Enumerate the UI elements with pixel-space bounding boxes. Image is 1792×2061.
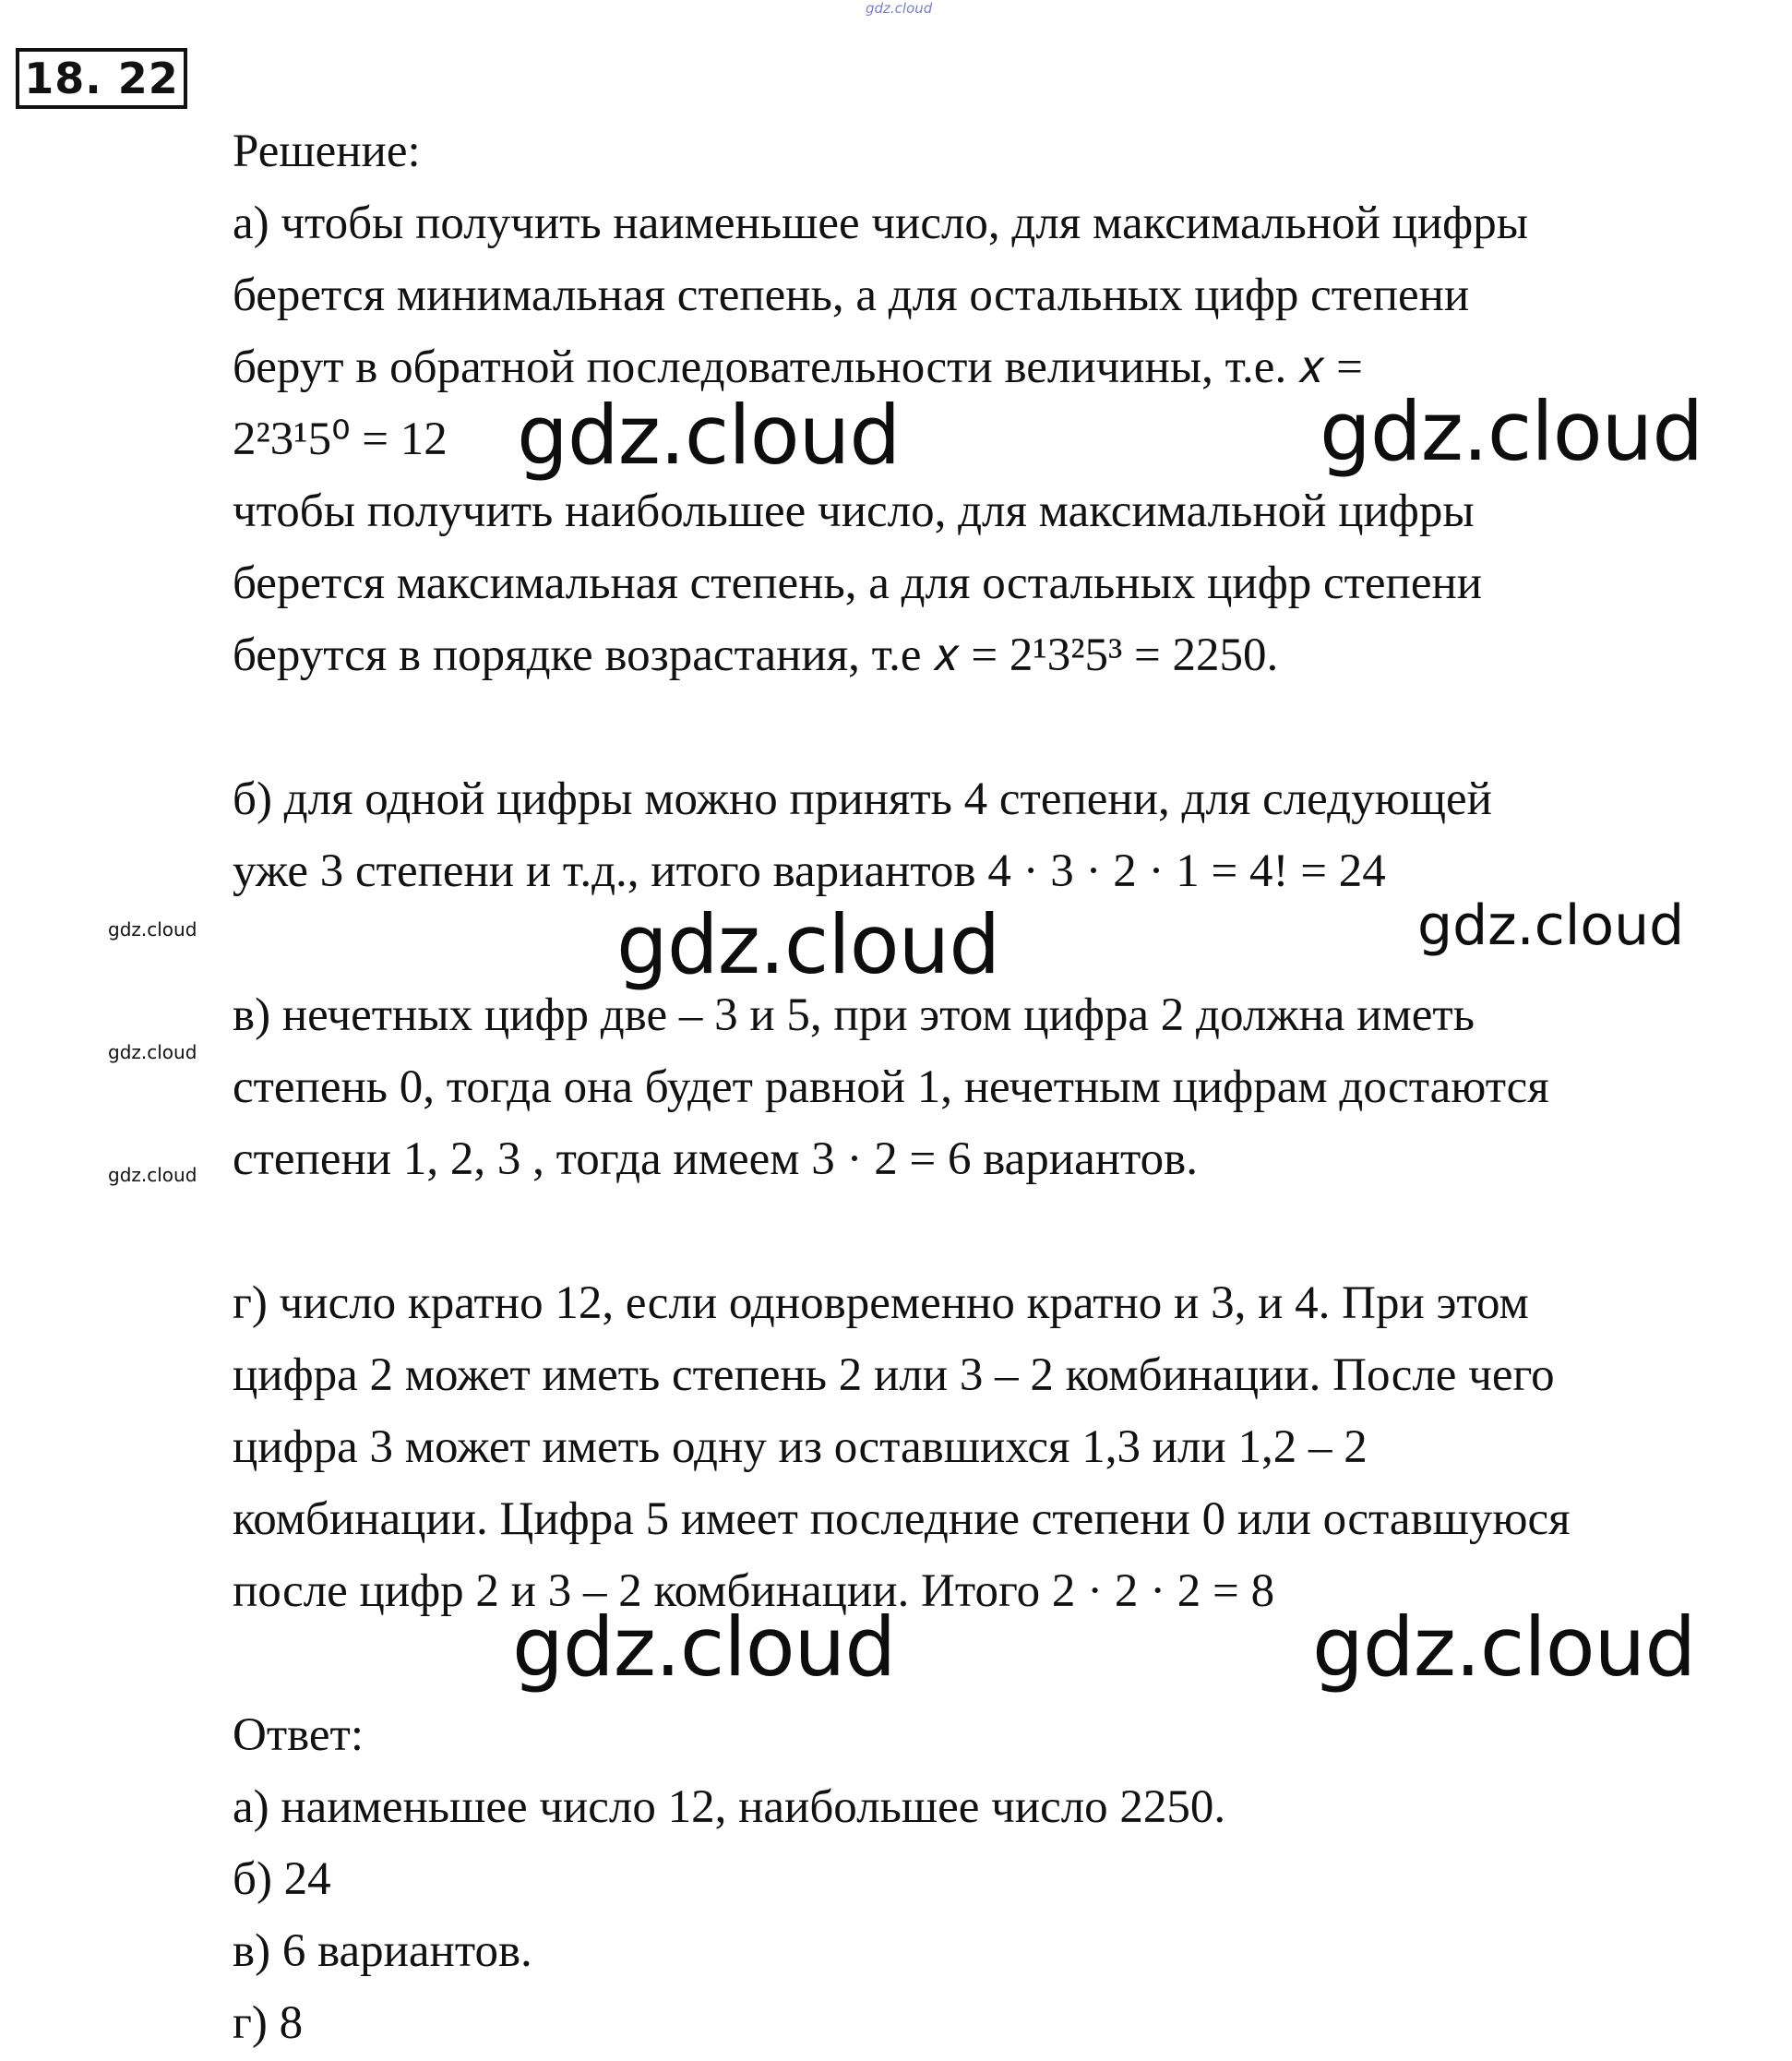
part-b-line: уже 3 степени и т.д., итого вариантов 4 · 3 · 2 · 1 = 4! = 24 [233,845,1386,897]
part-g-line: г) число кратно 12, если одновременно кратно и 3, и 4. При этом [233,1277,1529,1329]
problem-number: 18. 22 [16,48,187,109]
part-a-line: а) чтобы получить наименьшее число, для максимальной цифры [233,198,1528,249]
answer-item: а) наименьшее число 12, наибольшее число 2250. [233,1781,1226,1833]
watermark: gdz.cloud [108,1164,197,1186]
part-a-line: берутся в порядке возрастания, т.е 𝑥 = 2¹3²5³ = 2250. [233,629,1279,681]
top-watermark: gdz.cloud [866,0,933,17]
part-g-line: комбинации. Цифра 5 имеет последние степени 0 или оставшуюся [233,1493,1571,1545]
part-v-line: степень 0, тогда она будет равной 1, нечетным цифрам достаются [233,1061,1549,1113]
part-g-line: после цифр 2 и 3 – 2 комбинации. Итого 2 · 2 · 2 = 8 [233,1565,1275,1617]
answer-item: г) 8 [233,1997,304,2049]
part-a-formula: 2²3¹5⁰ = 12 [233,413,448,465]
part-g-line: цифра 3 может иметь одну из оставшихся 1,3 или 1,2 – 2 [233,1421,1368,1473]
watermark: gdz.cloud [616,897,1000,992]
part-g-line: цифра 2 может иметь степень 2 или 3 – 2 комбинации. После чего [233,1349,1555,1401]
watermark: gdz.cloud [512,1600,896,1695]
answer-heading: Ответ: [233,1709,364,1761]
watermark: gdz.cloud [1417,893,1685,958]
watermark: gdz.cloud [1312,1600,1696,1695]
part-a-line: чтобы получить наибольшее число, для максимальной цифры [233,485,1475,537]
watermark: gdz.cloud [108,918,197,941]
part-a-line: берут в обратной последовательности величины, т.е. 𝑥 = [233,342,1363,393]
watermark: gdz.cloud [1320,384,1703,479]
part-a-line: берется минимальная степень, а для остальных цифр степени [233,270,1470,321]
solution-heading: Решение: [233,126,421,177]
answer-item: в) 6 вариантов. [233,1925,532,1977]
part-b-line: б) для одной цифры можно принять 4 степени, для следующей [233,773,1492,825]
part-v-line: в) нечетных цифр две – 3 и 5, при этом цифра 2 должна иметь [233,989,1475,1041]
answer-item: б) 24 [233,1853,331,1905]
watermark: gdz.cloud [517,388,901,483]
part-v-line: степени 1, 2, 3 , тогда имеем 3 · 2 = 6 вариантов. [233,1133,1198,1185]
watermark: gdz.cloud [108,1041,197,1063]
part-a-line: берется максимальная степень, а для остальных цифр степени [233,557,1483,609]
